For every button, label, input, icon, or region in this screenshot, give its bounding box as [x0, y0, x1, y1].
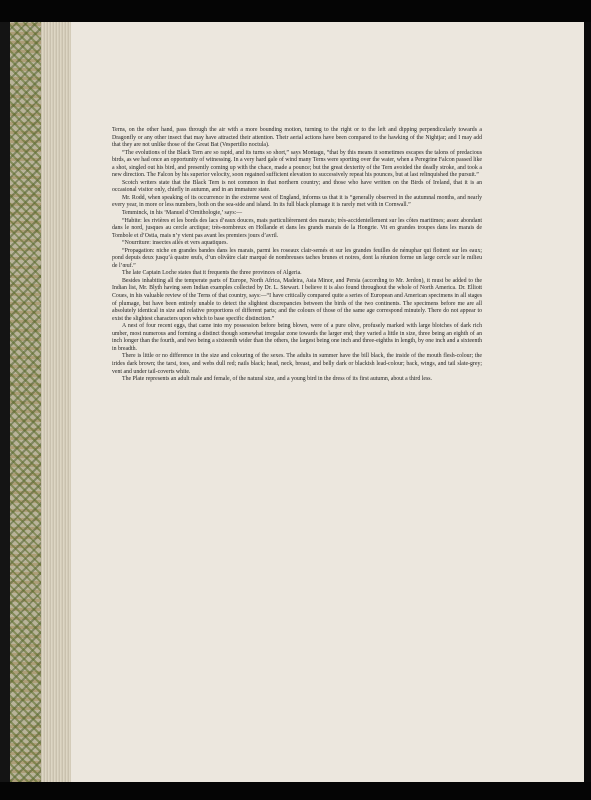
body-text: [112, 127, 482, 384]
paragraph: Temminck, in his ‘Manuel d’Ornithologie,’ says:—: [122, 210, 243, 217]
paragraph: Besides inhabiting all the temperate parts of Europe, North Africa, Madeira, Asia Minor, and Persia (according to Mr. Jerdon), it must be added to the Indian list, Mr. Blyth having seen Indian examples collected by Dr. L. Stewart. I believe it is also found throughout the whole of North America. Dr. Elliott Coues, in his valuable review of the Terns of that country, says:—“I have critically compared quite a series of European and American specimens in all stages of plumage, but have been entirely unable to detect the slightest discrepancies between the birds of the two continents. The specimens before me are all absolutely identical in size and relative proportions of different parts; and the colours of those of the same age correspond minutely. There do not appear to exist the slightest characters upon which to base specific distinction.”: [112, 277, 482, 322]
paragraph: Scotch writers state that the Black Tern is not common in that northern country; and those who have written on the Birds of Ireland, that it is an occasional visitor only, chiefly in autumn, and in an immature state.: [112, 179, 482, 194]
paragraph: “The evolutions of the Black Tern are so rapid, and its turns so short,” says Montagu, “that by this means it sometimes escapes the talons of predacious birds, as we had once an opportunity of witnessing. In a very hard gale of wind many Terns were sporting over the water, when a Peregrine Falcon passed like a shot, singled out his bird, and presently coming up with the chace, made a pounce; but the great dexterity of the Tern avoided the deadly stroke, and took a new direction. The Falcon by his superior velocity, soon regained sufficient elevation to successively repeat his pounces, but at last relinquished the pursuit.”: [112, 149, 482, 179]
paragraph: “Nourriture: insectes ailés et vers aquatiques.: [122, 240, 228, 247]
paragraph: There is little or no difference in the size and colouring of the sexes. The adults in summer have the bill black, the inside of the mouth flesh-colour; the irides dark brown; the tarsi, toes, and webs dull red; nails black; head, neck, breast, and belly dark or blackish lead-colour; back, wings, and tail slate-grey; vent and under tail-coverts white.: [112, 353, 482, 375]
paragraph: The late Captain Loche states that it frequents the three provinces of Algeria.: [122, 270, 302, 277]
paragraph: “Propagation: niche en grandes bandes dans les marais, parmi les roseaux clair-semés et sur les grandes feuilles de nénuphar qui flottent sur les eaux; pond depuis deux jusqu’à quatre œufs, d’un olivâtre clair marqué de nombreuses taches brunes et noires, dont la réunion forme un large cercle sur le milieu de l’œuf.”: [112, 247, 482, 269]
scan-border-left: [0, 22, 10, 782]
paragraph: The Plate represents an adult male and female, of the natural size, and a young bird in the dress of its first autumn, about a third less.: [122, 376, 432, 383]
paragraph: A nest of four recent eggs, that came into my possession before being blown, were of a pure olive, profusely marked with large blotches of dark rich umber, most numerous and forming a distinct though somewhat irregular zone towards the larger end; they varied a little in size, three being an eighth of an inch longer than the fourth, and two being a sixteenth wider than the others, the largest being one inch and three-eighths in length, by one inch and a sixteenth in breadth.: [112, 323, 482, 352]
marbled-book-edge: [10, 22, 41, 782]
scan-border-bottom: [0, 782, 591, 800]
scan-border-top: [0, 0, 591, 22]
paragraph: Mr. Rodd, when speaking of its occurrence in the extreme west of England, informs us that it is “generally observed in the autumnal months, and nearly every year, in more or less numbers, both on the sea-side and island. In its full black plumage it is rarely met with in Cornwall.”: [112, 194, 482, 209]
page-stack-edges: [41, 22, 71, 782]
scan-border-right: [584, 22, 591, 782]
paragraph: Terns, on the other hand, pass through the air with a more bounding motion, turning to the right or to the left and dipping perpendicularly towards a Dragonfly or any other insect that may have attracted their attention. Their aerial actions have been compared to the hawking of the Nightjar; and I may add that they are not unlike those of the Great Bat (Vespertilio noctula).: [112, 127, 482, 149]
paragraph: “Habite: les rivières et les bords des lacs d’eaux douces, mais particulièrement des marais; très-accidentellement sur les côtes maritimes; assez abondant dans le nord, jusques au cercle arctique; très-nombreux en Hollande et dans les grands marais de la Hongrie. Vit en grandes troupes dans les marais de Tombole et d’Ostia, mais n’y vient pas avant les premiers jours d’avril.: [112, 217, 482, 239]
